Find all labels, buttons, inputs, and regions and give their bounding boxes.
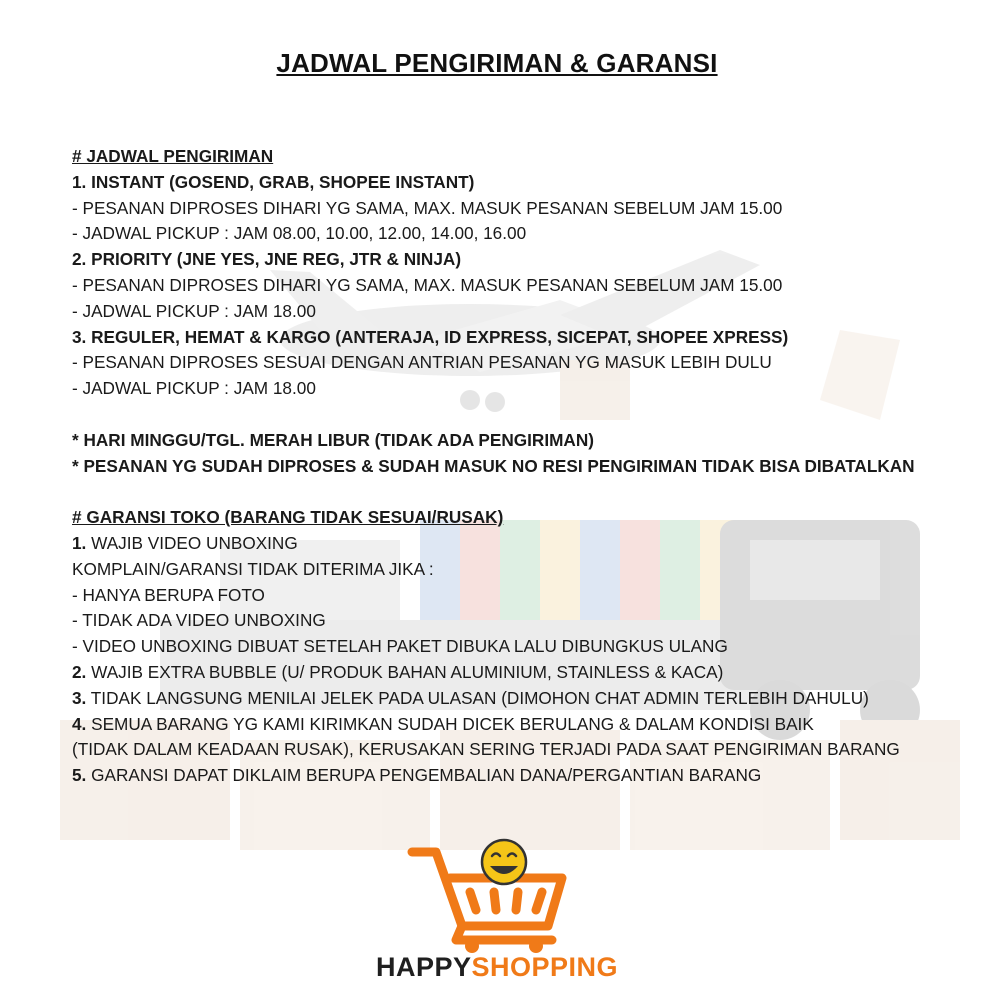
item-number: 4. [72, 713, 87, 734]
document-body [72, 144, 972, 789]
item-number: 5. [72, 765, 87, 786]
priority-line-2: - JADWAL PICKUP : JAM 18.00 [72, 300, 316, 321]
brand-wordmark [366, 952, 628, 983]
note-cancel: * PESANAN YG SUDAH DIPROSES & SUDAH MASUK NO RESI PENGIRIMAN TIDAK BISA DIBATALKAN [72, 455, 915, 476]
warranty-item-3 [72, 686, 972, 712]
item-text: WAJIB EXTRA BUBBLE (U/ PRODUK BAHAN ALUMINIUM, STAINLESS & KACA) [86, 661, 724, 682]
page-title: JADWAL PENGIRIMAN & GARANSI [276, 48, 718, 78]
instant-line-1: - PESANAN DIPROSES DIHARI YG SAMA, MAX. MASUK PESANAN SEBELUM JAM 15.00 [72, 197, 783, 218]
item-text: SEMUA BARANG YG KAMI KIRIMKAN SUDAH DICEK BERULANG & DALAM KONDISI BAIK [86, 713, 814, 734]
shipping-heading: # JADWAL PENGIRIMAN [72, 146, 274, 166]
spacer [72, 479, 972, 505]
warranty-item-2 [72, 660, 972, 686]
item-number: 1. [72, 532, 87, 553]
brand-shopping: SHOPPING [471, 952, 619, 982]
priority-title: 2. PRIORITY (JNE YES, JNE REG, JTR & NINJA) [72, 249, 462, 270]
note-holiday: * HARI MINGGU/TGL. MERAH LIBUR (TIDAK ADA PENGIRIMAN) [72, 429, 594, 450]
cart-wheel-left-icon [465, 939, 479, 953]
item-number: 3. [72, 687, 87, 708]
brand-happy: HAPPY [375, 952, 472, 982]
regular-title: 3. REGULER, HEMAT & KARGO (ANTERAJA, ID EXPRESS, SICEPAT, SHOPEE XPRESS) [72, 326, 789, 347]
warranty-item-4 [72, 712, 972, 738]
warranty-item-4-continued: (TIDAK DALAM KEADAAN RUSAK), KERUSAKAN SERING TERJADI PADA SAAT PENGIRIMAN BARANG [72, 739, 900, 760]
cart-wheel-right-icon [529, 939, 543, 953]
instant-title: 1. INSTANT (GOSEND, GRAB, SHOPEE INSTANT) [72, 171, 475, 192]
complaint-intro: KOMPLAIN/GARANSI TIDAK DITERIMA JIKA : [72, 558, 434, 579]
item-text: TIDAK LANGSUNG MENILAI JELEK PADA ULASAN (DIMOHON CHAT ADMIN TERLEBIH DAHULU) [86, 687, 869, 708]
instant-line-2: - JADWAL PICKUP : JAM 08.00, 10.00, 12.00, 14.00, 16.00 [72, 223, 527, 244]
priority-line-1: - PESANAN DIPROSES DIHARI YG SAMA, MAX. MASUK PESANAN SEBELUM JAM 15.00 [72, 274, 783, 295]
item-text: WAJIB VIDEO UNBOXING [86, 532, 298, 553]
item-number: 2. [72, 661, 87, 682]
complaint-condition-2: - TIDAK ADA VIDEO UNBOXING [72, 610, 326, 631]
regular-line-2: - JADWAL PICKUP : JAM 18.00 [72, 378, 316, 399]
complaint-condition-3: - VIDEO UNBOXING DIBUAT SETELAH PAKET DIBUKA LALU DIBUNGKUS ULANG [72, 636, 728, 657]
item-text: GARANSI DAPAT DIKLAIM BERUPA PENGEMBALIAN DANA/PERGANTIAN BARANG [86, 765, 762, 786]
complaint-condition-1: - HANYA BERUPA FOTO [72, 584, 265, 605]
smiley-face-icon [482, 840, 526, 884]
regular-line-1: - PESANAN DIPROSES SESUAI DENGAN ANTRIAN PESANAN YG MASUK LEBIH DULU [72, 352, 772, 373]
warranty-heading: # GARANSI TOKO (BARANG TIDAK SESUAI/RUSAK) [72, 507, 504, 528]
warranty-item-5 [72, 763, 972, 789]
warranty-item-1 [72, 531, 972, 557]
spacer [72, 402, 972, 428]
